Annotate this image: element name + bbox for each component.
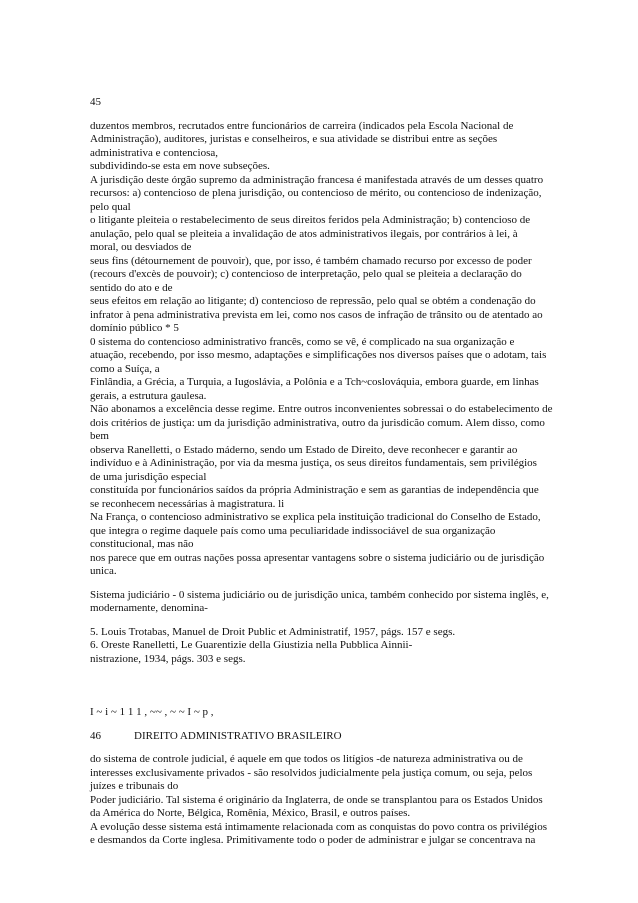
- text-line: Sistema judiciário - 0 sistema judiciário ou de jurisdição unica, também conhecido por sistema inglês, e,: [90, 588, 549, 601]
- text-line: infrator à pena administrativa prevista em lei, como nos casos de infração de trânsito ou de atentado ao: [90, 308, 543, 321]
- text-line: sentido do ato e de: [90, 281, 173, 294]
- text-line: pelo qual: [90, 200, 131, 213]
- text-line: do sistema de controle judicial, é aquele em que todos os litígios -de natureza administrativa ou de: [90, 753, 523, 765]
- text-line: Administração), auditores, juristas e conselheiros, e sua atividade se distribui entre as seções: [90, 133, 498, 145]
- spacer: [90, 720, 590, 730]
- text-line: bem: [90, 430, 109, 442]
- ocr-artifact-line: I ~ i ~ 1 1 1 , ~~ , ~ ~ I ~ p ,: [90, 706, 214, 718]
- text-line: A jurisdição deste órgão supremo da administração francesa é manifestada através de um desses quatro: [90, 173, 544, 186]
- paragraph-block-1: [90, 120, 590, 579]
- text-line: Na França, o contencioso administrativo se explica pela instituição tradicional do Conselho de Estado,: [90, 511, 541, 523]
- text-line: nos parece que em outras nações possa apresentar vantagens sobre o sistema judiciário ou de jurisdição: [90, 551, 545, 564]
- spacer: [90, 110, 590, 120]
- text-line: constituída por funcionários saídos da própria Administração e sem as garantias de independência que: [90, 484, 539, 496]
- spacer: [90, 666, 590, 706]
- text-line: indivíduo e à Adininistração, por via da mesma justiça, os seus direitos fundamentais, sem privilégios: [90, 457, 537, 469]
- text-line: moral, ou desviados de: [90, 241, 192, 253]
- text-line: anulação, pelo qual se pleiteia a invalidação de atos administrativos ilegais, por contrários à lei, à: [90, 227, 518, 240]
- text-line: 5. Louis Trotabas, Manuel de Droit Public et Administratif, 1957, págs. 157 e segs.: [90, 625, 456, 638]
- text-line: juízes e tribunais do: [90, 780, 179, 792]
- page-number-top: 45: [90, 96, 101, 108]
- spacer: [90, 616, 590, 626]
- text-line: nistrazione, 1934, págs. 303 e segs.: [90, 652, 246, 665]
- text-line: Poder judiciário. Tal sistema é originário da Inglaterra, de onde se transplantou para os Estados Unidos: [90, 793, 543, 806]
- spacer: [90, 579, 590, 589]
- running-head-page-number: 46: [90, 729, 101, 742]
- text-line: atuação, recebendo, por isso mesmo, adaptações e simplificações nos diversos países que o adotam, tais: [90, 349, 547, 361]
- text-line: e desmandos da Corte inglesa. Primitivamente todo o poder de administrar e julgar se concentrava na: [90, 834, 536, 846]
- text-line: dois critérios de justiça: um da jurisdição administrativa, outro da jurisdicão comum. Alem disso, como: [90, 416, 545, 429]
- paragraph-block-3: [90, 753, 590, 848]
- text-line: gerais, a estrutura gaulesa.: [90, 389, 207, 402]
- text-line: se reconhecem necessárias à magistratura. li: [90, 497, 285, 510]
- text-line: subdividindo-se esta em nove subseções.: [90, 160, 270, 172]
- text-line: domínio público * 5: [90, 322, 179, 334]
- text-line: A evolução desse sistema está intimamente relacionada com as conquistas do povo contra os privilégios: [90, 820, 547, 833]
- text-line: o litigante pleiteia o restabelecimento de seus direitos feridos pela Administração; b) contencioso de: [90, 214, 531, 226]
- text-line: modernamente, denomina-: [90, 602, 208, 614]
- text-line: administrativa e contenciosa,: [90, 146, 218, 159]
- running-head: [90, 730, 590, 744]
- text-line: seus fins (détournement de pouvoir), que, por isso, é também chamado recurso por excesso de poder: [90, 254, 532, 267]
- text-line: Não abonamos a excelência desse regime. Entre outros inconvenientes sobressai o do estabelecimento de: [90, 403, 553, 415]
- text-line: 0 sistema do contencioso administrativo francês, como se vê, é complicado na sua organização e: [90, 335, 515, 348]
- text-line: que integra o regime daquele país como uma peculiaridade indissociável de sua organização: [90, 524, 496, 537]
- text-line: unica.: [90, 565, 117, 577]
- text-line: de uma jurisdição especial: [90, 470, 207, 483]
- text-line: (recours d'excès de pouvoir); c) contencioso de interpretação, pelo qual se pleiteia a declaração do: [90, 268, 522, 280]
- text-line: Finlândia, a Grécia, a Turquia, a Iugoslávia, a Polônia e a Tch~coslováquia, embora guarde, em linhas: [90, 376, 539, 388]
- running-head-title: DIREITO ADMINISTRATIVO BRASILEIRO: [134, 729, 342, 742]
- text-line: constitucional, mas não: [90, 538, 194, 550]
- text-line: observa Ranelletti, o Estado máderno, sendo um Estado de Direito, deve reconhecer e garantir ao: [90, 443, 518, 456]
- text-line: como a Suíça, a: [90, 362, 160, 375]
- text-line: seus efeitos em relação ao litigante; d) contencioso de repressão, pelo qual se obtém a condenação do: [90, 295, 536, 307]
- text-line: duzentos membros, recrutados entre funcionários de carreira (indicados pela Escola Nacional de: [90, 119, 514, 132]
- text-line: 6. Oreste Ranelletti, Le Guarentizie della Giustizia nella Pubblica Ainnii-: [90, 639, 413, 651]
- text-line: recursos: a) contencioso de plena jurisdição, ou contencioso de mérito, ou contencioso de indenização,: [90, 187, 542, 199]
- document-page: [90, 96, 590, 848]
- footnotes: [90, 626, 590, 667]
- paragraph-block-2: [90, 589, 590, 616]
- text-line: da América do Norte, Bélgica, Romênia, México, Brasil, e outros países.: [90, 807, 411, 819]
- text-line: interesses exclusivamente privados - são resolvidos judicialmente pela justiça comum, ou seja, pelos: [90, 766, 533, 779]
- spacer: [90, 743, 590, 753]
